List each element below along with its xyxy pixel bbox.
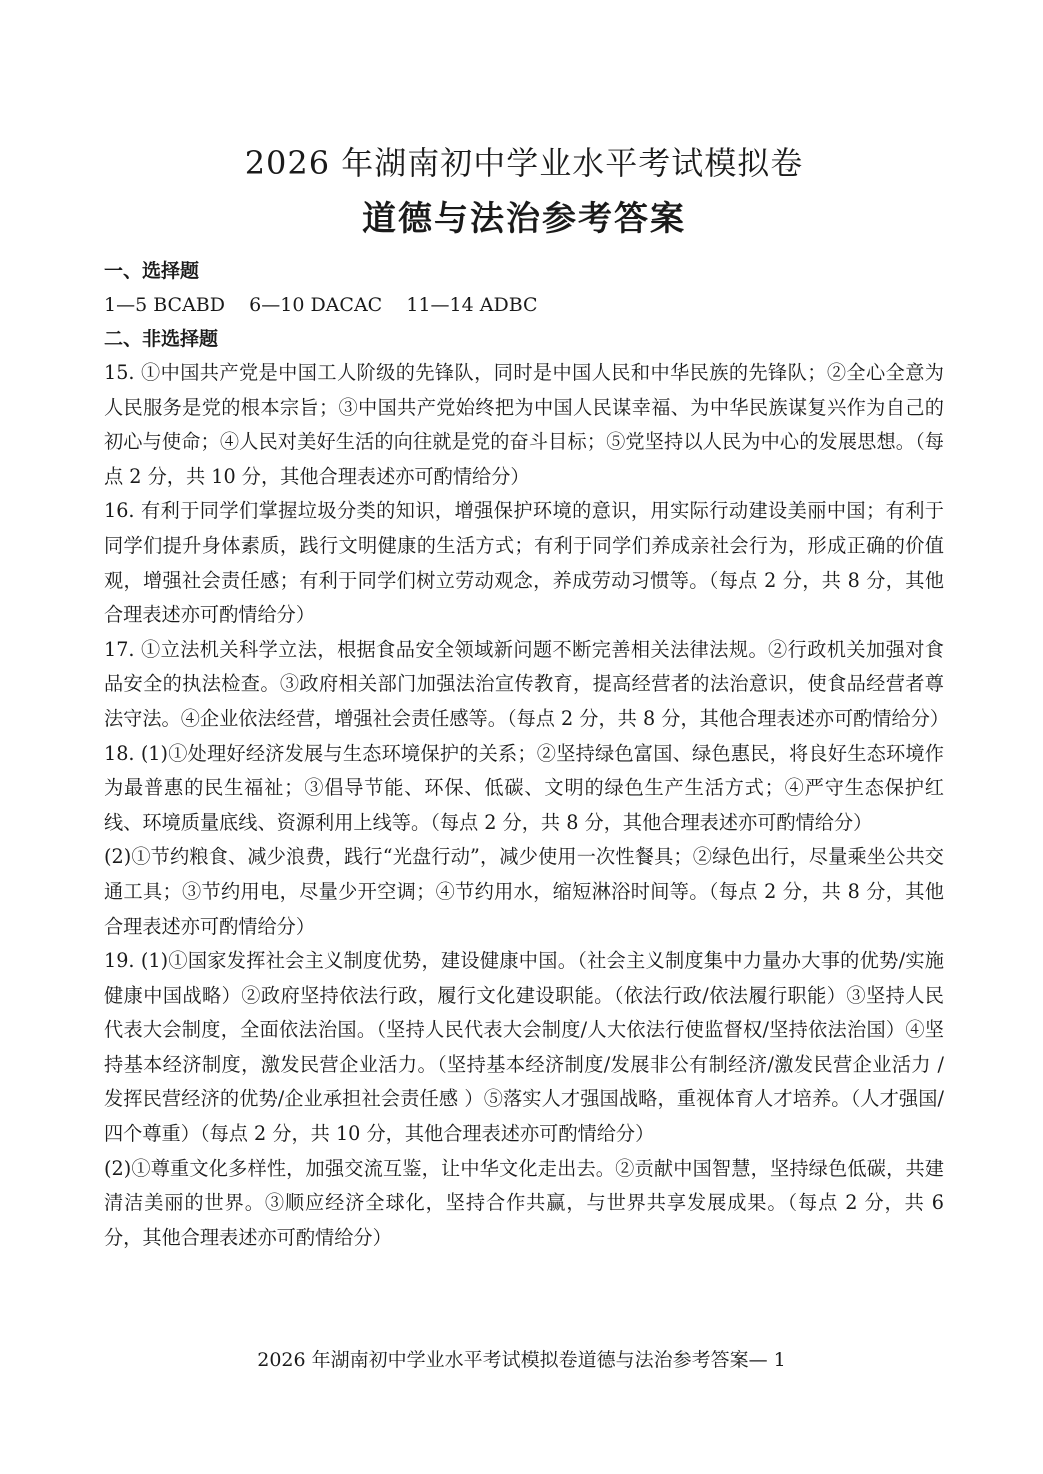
answer-15: 15. ①中国共产党是中国工人阶级的先锋队，同时是中国人民和中华民族的先锋队；②全心全意为人民服务是党的根本宗旨；③中国共产党始终把为中国人民谋幸福、为中华民族谋复兴作为自己的初心与使命；④人民对美好生活的向往就是党的奋斗目标；⑤党坚持以人民为中心的发展思想。（每点 2 分，共 10 分，其他合理表述亦可酌情给分） [104, 361, 944, 488]
nonchoice-section-heading: 二、非选择题 [104, 328, 219, 350]
page-subtitle: 道德与法治参考答案 [362, 199, 686, 239]
answer-19-part-1: 19. (1)①国家发挥社会主义制度优势，建设健康中国。（社会主义制度集中力量办大事的优势/实施健康中国战略）②政府坚持依法行政，履行文化建设职能。（依法行政/依法履行职能）③坚持人民代表大会制度，全面依法治国。（坚持人民代表大会制度/人大依法行使监督权/坚持依法治国）④坚持基本经济制度，激发民营企业活力。（坚持基本经济制度/发展非公有制经济/激发民营企业活力 /发挥民营经济的优势/企业承担社会责任感 ）⑤落实人才强国战略，重视体育人才培养。（人才强国/四个尊重）（每点 2 分，共 10 分，其他合理表述亦可酌情给分） [104, 949, 944, 1146]
choice-section-heading: 一、选择题 [104, 260, 200, 282]
choice-answers: 1—5 BCABD 6—10 DACAC 11—14 ADBC [104, 294, 538, 316]
page-title: 2026 年湖南初中学业水平考试模拟卷 [244, 144, 804, 182]
answer-19-part-2: (2)①尊重文化多样性，加强交流互鉴，让中华文化走出去。②贡献中国智慧，坚持绿色低碳，共建清洁美丽的世界。③顺应经济全球化，坚持合作共赢，与世界共享发展成果。（每点 2 分，共 6 分，其他合理表述亦可酌情给分） [104, 1156, 944, 1249]
page-footer: 2026 年湖南初中学业水平考试模拟卷道德与法治参考答案— 1 [257, 1349, 786, 1371]
answer-sheet-page [104, 140, 950, 1255]
answer-16: 16. 有利于同学们掌握垃圾分类的知识，增强保护环境的意识，用实际行动建设美丽中国；有利于同学们提升身体素质，践行文明健康的生活方式；有利于同学们养成亲社会行为，形成正确的价值观，增强社会责任感；有利于同学们树立劳动观念，养成劳动习惯等。（每点 2 分，共 8 分，其他合理表述亦可酌情给分） [104, 499, 944, 627]
answer-18-part-1: 18. (1)①处理好经济发展与生态环境保护的关系；②坚持绿色富国、绿色惠民，将良好生态环境作为最普惠的民生福祉；③倡导节能、环保、低碳、文明的绿色生产生活方式；④严守生态保护红线、环境质量底线、资源利用上线等。（每点 2 分，共 8 分，其他合理表述亦可酌情给分） [104, 741, 944, 834]
answer-18-part-2: (2)①节约粮食、减少浪费，践行“光盘行动”，减少使用一次性餐具；②绿色出行，尽量乘坐公共交通工具；③节约用电，尽量少开空调；④节约用水，缩短淋浴时间等。（每点 2 分，共 8 分，其他合理表述亦可酌情给分） [104, 845, 944, 938]
answer-17: 17. ①立法机关科学立法，根据食品安全领域新问题不断完善相关法律法规。②行政机关加强对食品安全的执法检查。③政府相关部门加强法治宣传教育，提高经营者的法治意识，使食品经营者尊法守法。④企业依法经营，增强社会责任感等。（每点 2 分，共 8 分，其他合理表述亦可酌情给分） [104, 637, 950, 730]
